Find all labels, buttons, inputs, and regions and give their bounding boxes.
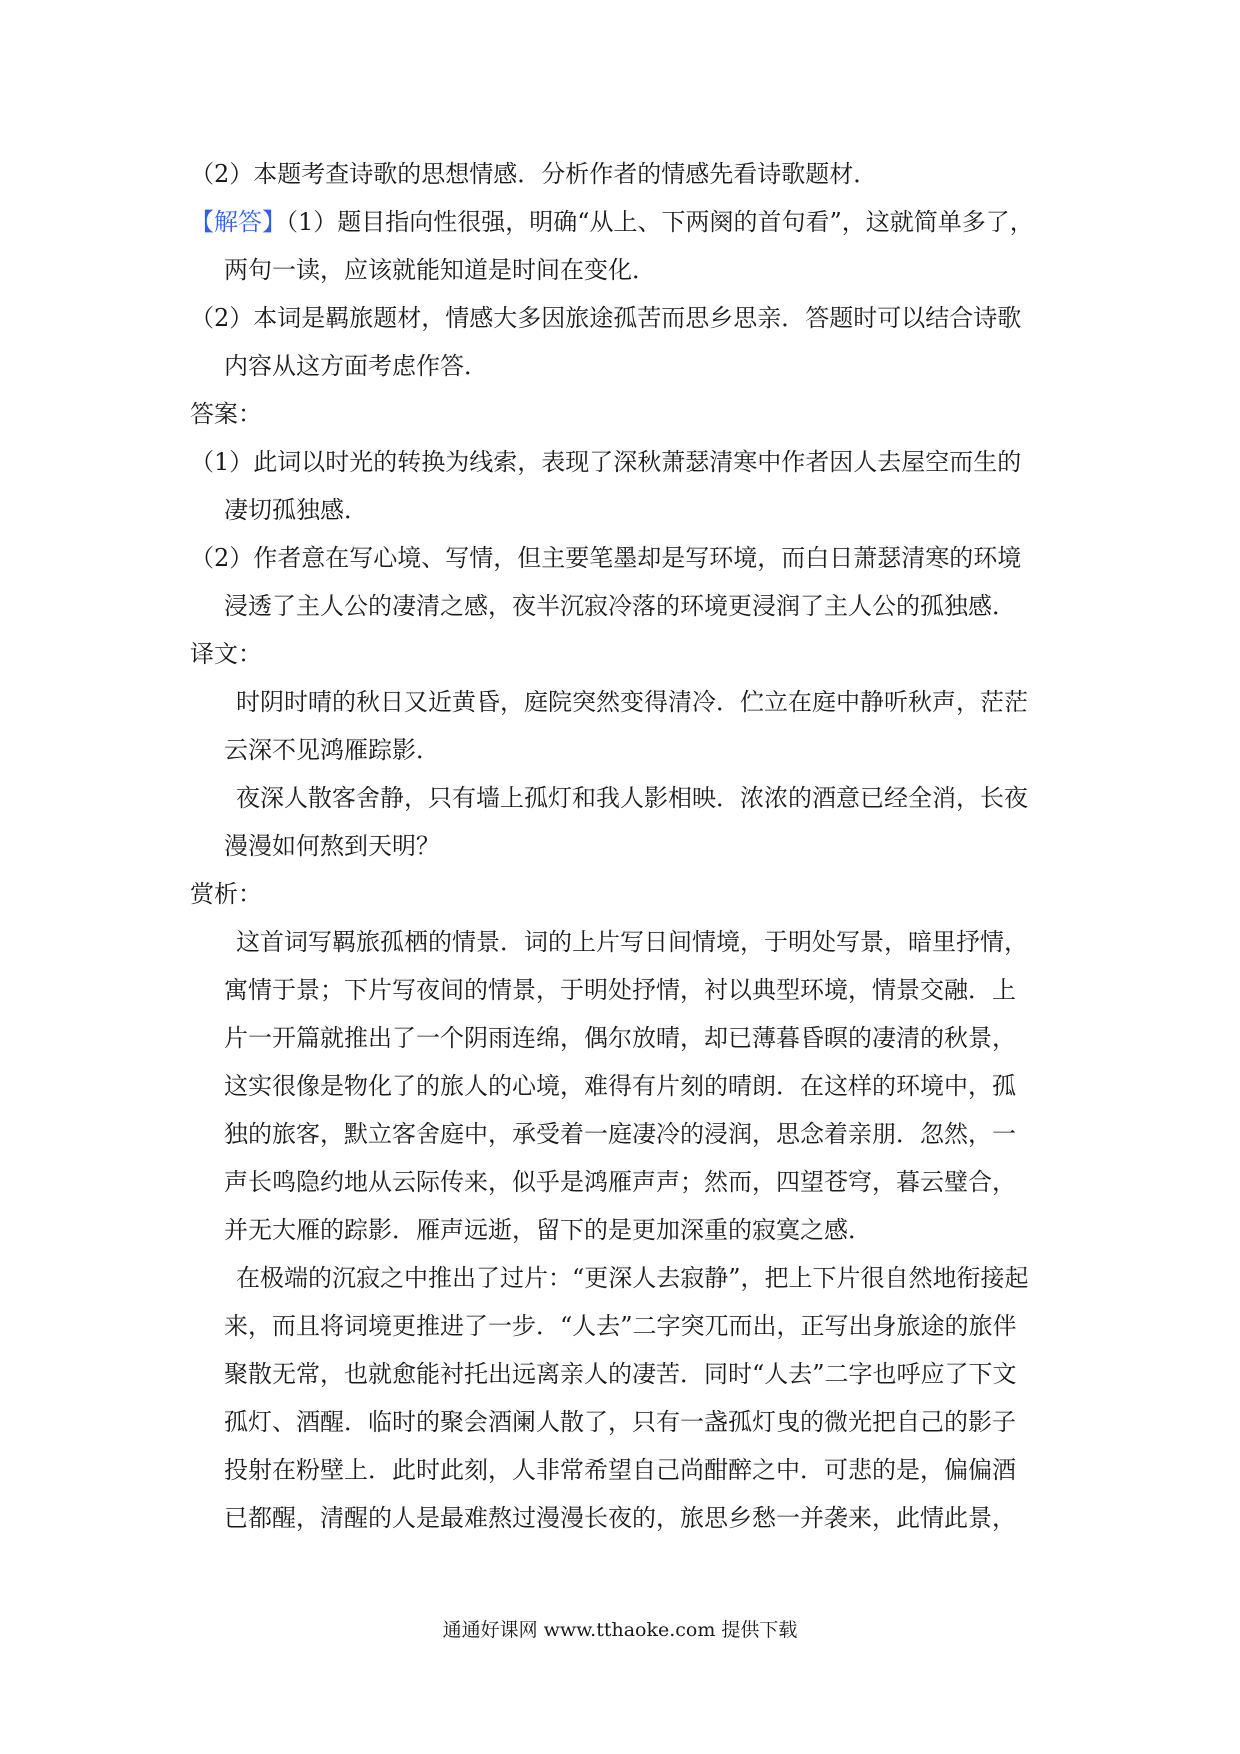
text-line: 投射在粉壁上．此时此刻，人非常希望自己尚酣醉之中．可悲的是，偏偏酒 [224,1456,1016,1484]
text-line: 孤灯、酒醒．临时的聚会酒阑人散了，只有一盏孤灯曳的微光把自己的影子 [224,1408,1016,1436]
text-line: 内容从这方面考虑作答． [224,352,488,380]
text-line: 凄切孤独感． [224,496,368,524]
jieda-tag: 【解答】 [190,208,286,236]
text-line: 这首词写羁旅孤栖的情景．词的上片写日间情境，于明处写景，暗里抒情， [236,928,1028,956]
answer-heading: 答案： [190,400,262,428]
analysis-line-2: （2）本题考查诗歌的思想情感．分析作者的情感先看诗歌题材． [190,160,878,188]
text-line: 浸透了主人公的凄清之感，夜半沉寂冷落的环境更浸润了主人公的孤独感． [224,592,1016,620]
text-line: 并无大雁的踪影．雁声远逝，留下的是更加深重的寂寞之感． [224,1216,872,1244]
text-line: 夜深人散客舍静，只有墙上孤灯和我人影相映．浓浓的酒意已经全消，长夜 [236,784,1028,812]
text-line: 两句一读，应该就能知道是时间在变化． [224,256,656,284]
text-line: 声长鸣隐约地从云际传来，似乎是鸿雁声声；然而，四望苍穹，暮云璧合， [224,1168,1016,1196]
text-line: 独的旅客，默立客舍庭中，承受着一庭凄冷的浸润，思念着亲朋．忽然，一 [224,1120,1016,1148]
text-line: 片一开篇就推出了一个阴雨连绵，偶尔放晴，却已薄暮昏暝的凄清的秋景， [224,1024,1016,1052]
text-line: 来，而且将词境更推进了一步．“人去”二字突兀而出，正写出身旅途的旅伴 [224,1312,1017,1340]
text-line: 寓情于景；下片写夜间的情景，于明处抒情，衬以典型环境，情景交融．上 [224,976,1016,1004]
text-line: （2）本词是羁旅题材，情感大多因旅途孤苦而思乡思亲．答题时可以结合诗歌 [190,304,1022,332]
translation-heading: 译文： [190,640,262,668]
text-line: 云深不见鸿雁踪影． [224,736,440,764]
text-line: 漫漫如何熬到天明？ [224,832,440,860]
text-line: 时阴时晴的秋日又近黄昏，庭院突然变得清冷．伫立在庭中静听秋声，茫茫 [236,688,1028,716]
answer-explanation-line [190,198,1060,246]
text-line: 这实很像是物化了的旅人的心境，难得有片刻的晴朗．在这样的环境中，孤 [224,1072,1016,1100]
text-line: 已都醒，清醒的人是最难熬过漫漫长夜的，旅思乡愁一并袭来，此情此景， [224,1504,1016,1532]
text-line: （2）作者意在写心境、写情，但主要笔墨却是写环境，而白日萧瑟清寒的环境 [190,544,1022,572]
text-line: 聚散无常，也就愈能衬托出远离亲人的凄苦．同时“人去”二字也呼应了下文 [224,1360,1017,1388]
text-line: 在极端的沉寂之中推出了过片：“更深人去寂静”，把上下片很自然地衔接起 [236,1264,1029,1292]
text-line: （1）此词以时光的转换为线索，表现了深秋萧瑟清寒中作者因人去屋空而生的 [190,448,1022,476]
page-footer: 通通好课网 www.tthaoke.com 提供下载 [442,1619,798,1641]
answer-explanation-text: （1）题目指向性很强，明确“从上、下两阕的首句看”，这就简单多了， [286,208,1034,236]
appreciation-heading: 赏析： [190,880,262,908]
page-content [190,150,1060,1542]
